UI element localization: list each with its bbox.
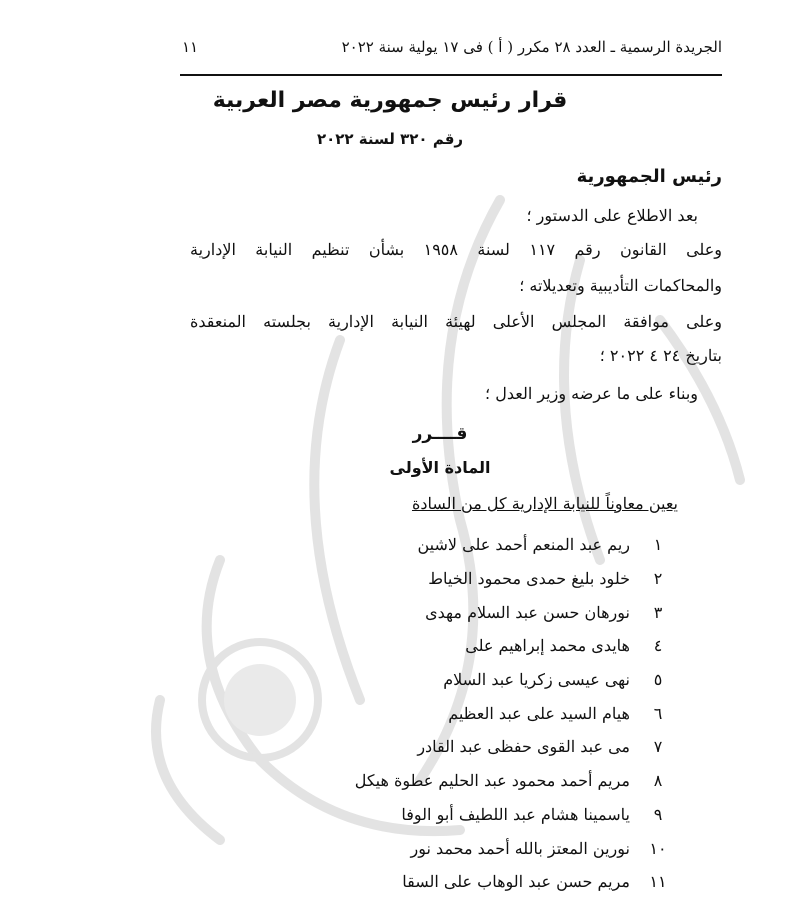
item-number: ١٠: [649, 838, 667, 858]
page-header: [182, 38, 722, 64]
list-item: [258, 663, 678, 697]
item-number: ٧: [653, 737, 663, 757]
appointee-name: مى عبد القوى حفظى عبد القادر: [417, 737, 630, 757]
article-intro: يعين معاوناً للنيابة الإدارية كل من السادة: [411, 494, 678, 513]
appointee-name: نهى عيسى زكريا عبد السلام: [443, 670, 630, 690]
appointee-name: هيام السيد على عبد العظيم: [448, 703, 630, 723]
item-number: ٥: [653, 670, 663, 690]
item-number: ٤: [653, 636, 663, 656]
item-number: ١: [653, 535, 663, 555]
list-item: [258, 595, 678, 629]
list-item: [258, 629, 678, 663]
item-number: ٢: [653, 569, 663, 589]
decree-title: قرار رئيس جمهورية مصر العربية: [212, 88, 568, 113]
preamble-law-line2: والمحاكمات التأديبية وتعديلاته ؛: [519, 276, 722, 295]
gazette-issue-line: الجريدة الرسمية ـ العدد ٢٨ مكرر ( أ ) فى ١٧ يولية سنة ٢٠٢٢: [341, 38, 722, 56]
list-item: [258, 798, 678, 832]
list-item: [258, 562, 678, 596]
appointee-name: ياسمينا هشام عبد اللطيف أبو الوفا: [401, 804, 630, 824]
list-item: [258, 528, 678, 562]
item-number: ٦: [653, 703, 663, 723]
decided-label: قــــرر: [412, 424, 468, 444]
item-number: ٣: [653, 602, 663, 622]
appointee-name: ريم عبد المنعم أحمد على لاشين: [417, 535, 630, 555]
appointee-name: نورهان حسن عبد السلام مهدى: [425, 602, 630, 622]
preamble-council-line1: وعلى موافقة المجلس الأعلى لهيئة النيابة الإدارية بجلسته المنعقدة: [190, 312, 722, 331]
item-number: ٨: [653, 771, 663, 791]
list-item: [258, 764, 678, 798]
item-number: ٩: [653, 804, 663, 824]
header-divider: [180, 74, 722, 76]
page-number: ١١: [182, 38, 199, 56]
list-item: [258, 865, 678, 899]
appointee-name: مريم حسن عبد الوهاب على السقا: [402, 872, 630, 892]
appointees-list: [258, 528, 678, 899]
appointee-name: هايدى محمد إبراهيم على: [465, 636, 630, 656]
list-item: [258, 730, 678, 764]
list-item: [258, 831, 678, 865]
article-heading: المادة الأولى: [389, 458, 491, 477]
appointee-name: مريم أحمد محمود عبد الحليم عطوة هيكل: [354, 771, 630, 791]
preamble-law-line1: وعلى القانون رقم ١١٧ لسنة ١٩٥٨ بشأن تنظيم النيابة الإدارية: [190, 240, 723, 259]
preamble-minister: وبناء على ما عرضه وزير العدل ؛: [485, 384, 698, 403]
decree-number: رقم ٣٢٠ لسنة ٢٠٢٢: [316, 130, 464, 148]
item-number: ١١: [649, 872, 667, 892]
appointee-name: نورين المعتز بالله أحمد محمد نور: [410, 838, 630, 858]
preamble-constitution: بعد الاطلاع على الدستور ؛: [526, 206, 698, 225]
appointee-name: خلود بليغ حمدى محمود الخياط: [428, 569, 630, 589]
list-item: [258, 696, 678, 730]
preamble-council-line2: بتاريخ ٢٤ ٤ ٢٠٢٢ ؛: [599, 346, 722, 365]
preamble-heading: رئيس الجمهورية: [576, 166, 722, 187]
